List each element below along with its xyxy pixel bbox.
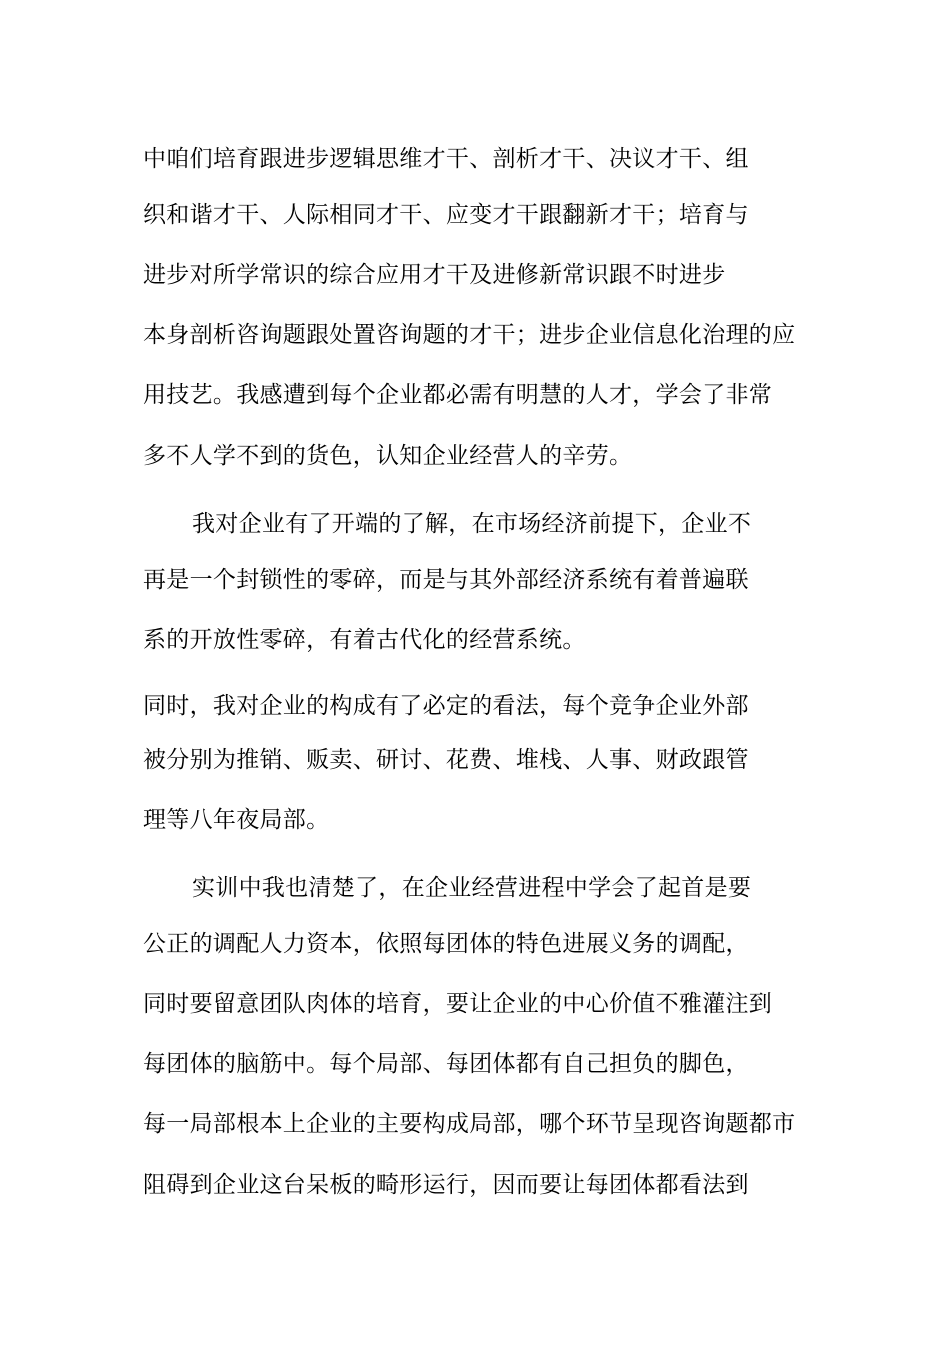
text-line: 用技艺。我感遭到每个企业都必需有明慧的人才，学会了非常 [143,382,773,408]
text-line: 本身剖析咨询题跟处置咨询题的才干；进步企业信息化治理的应 [143,322,796,348]
text-line: 理等八年夜局部。 [143,807,330,833]
text-line: 同时，我对企业的构成有了必定的看法，每个竞争企业外部 [143,693,749,719]
paragraph-first-line: 我对企业有了开端的了解，在市场经济前提下，企业不 [192,511,752,537]
text-line: 公正的调配人力资本，依照每团体的特色进展义务的调配， [143,931,749,957]
text-line: 系的开放性零碎，有着古代化的经营系统。 [143,627,586,653]
text-line: 再是一个封锁性的零碎，而是与其外部经济系统有着普遍联 [143,567,749,593]
text-line: 每一局部根本上企业的主要构成局部，哪个环节呈现咨询题都市 [143,1111,796,1137]
paragraph-first-line: 实训中我也清楚了，在企业经营进程中学会了起首是要 [192,875,752,901]
text-line: 多不人学不到的货色，认知企业经营人的辛劳。 [143,443,633,469]
text-line: 同时要留意团队肉体的培育，要让企业的中心价值不雅灌注到 [143,991,773,1017]
text-line: 中咱们培育跟进步逻辑思维才干、剖析才干、决议才干、组 [143,146,749,172]
text-line: 进步对所学常识的综合应用才干及进修新常识跟不时进步 [143,262,726,288]
text-line: 阻碍到企业这台呆板的畸形运行，因而要让每团体都看法到 [143,1172,749,1198]
text-line: 织和谐才干、人际相同才干、应变才干跟翻新才干；培育与 [143,202,749,228]
text-line: 每团体的脑筋中。每个局部、每团体都有自己担负的脚色， [143,1051,749,1077]
text-line: 被分别为推销、贩卖、研讨、花费、堆栈、人事、财政跟管 [143,747,749,773]
